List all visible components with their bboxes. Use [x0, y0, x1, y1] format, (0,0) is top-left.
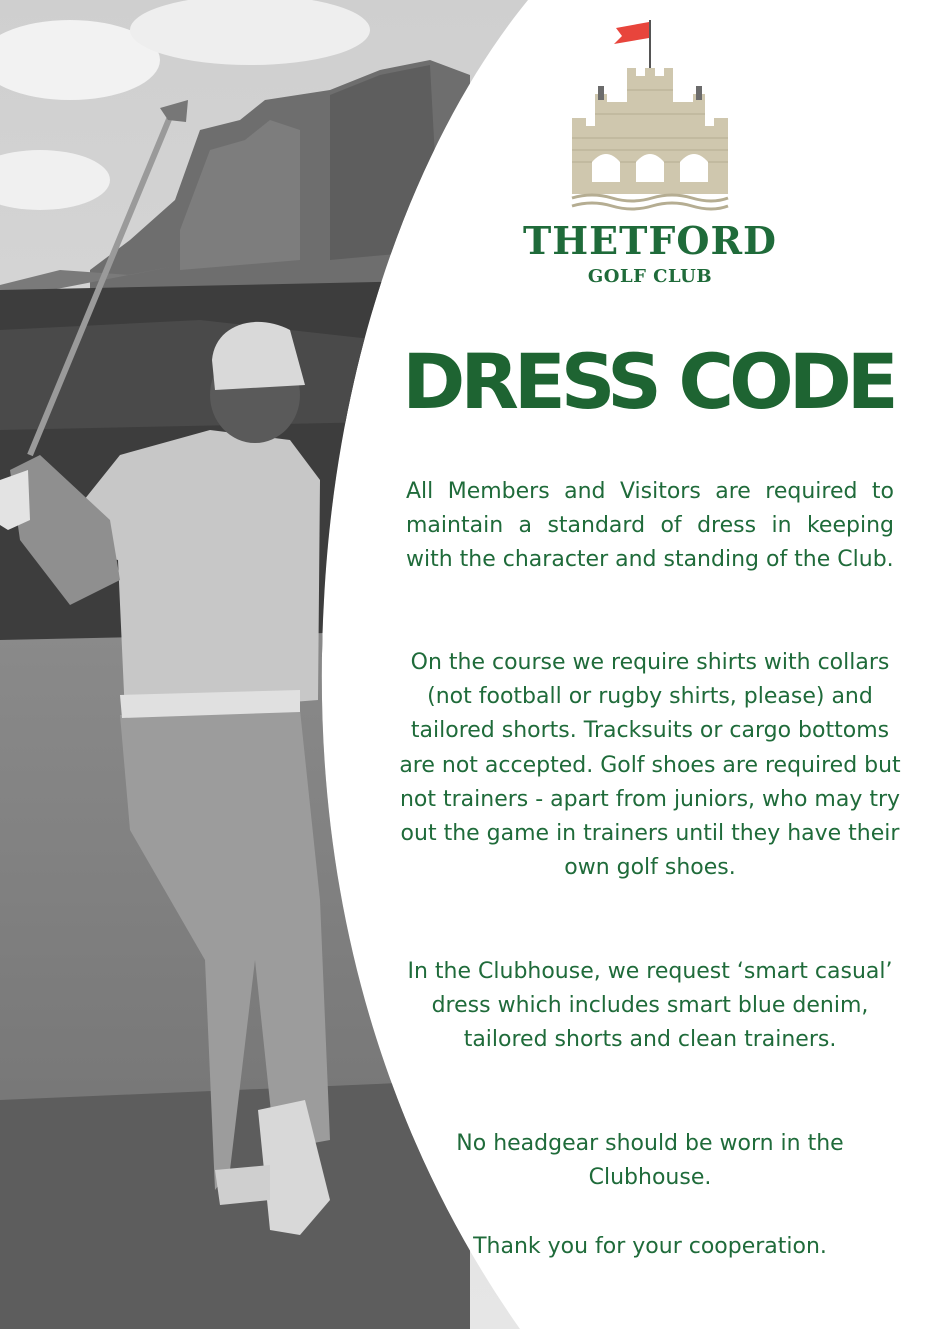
intro-paragraph: All Members and Visitors are required to maintain a standard of dress in keeping with the character and standing of the Club. — [406, 479, 894, 573]
clubhouse-paragraph: In the Clubhouse, we request ‘smart casual’ dress which includes smart blue denim, tailored shorts and clean trainers. — [407, 959, 893, 1053]
thanks-paragraph: Thank you for your cooperation. — [473, 1234, 827, 1259]
club-name: THETFORD — [522, 218, 778, 263]
course-paragraph: On the course we require shirts with collars (not football or rugby shirts, please) and tailored shorts. Tracksuits or cargo bottoms are not accepted. Golf shoes are required but not trainers - apart from juniors, who may try out the game in trainers until they have their own golf shoes. — [399, 650, 901, 881]
club-subtitle: GOLF CLUB — [587, 266, 713, 287]
page-title: DRESS CODE — [402, 337, 894, 426]
headgear-paragraph: No headgear should be worn in the Clubhouse. — [456, 1131, 844, 1191]
